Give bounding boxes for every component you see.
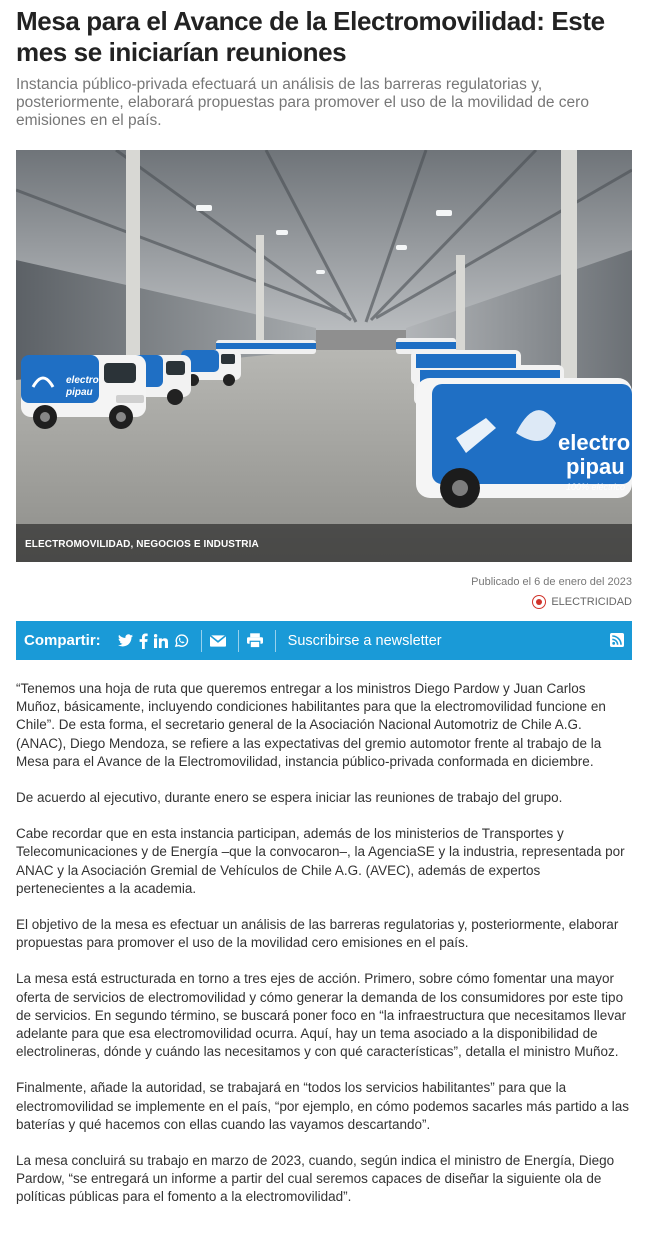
article-body [16, 680, 632, 1207]
publish-date: Publicado el 6 de enero del 2023 [471, 576, 632, 588]
article-headline: Mesa para el Avance de la Electromovilidad: Este mes se iniciarían reuniones [16, 6, 605, 67]
share-divider [275, 630, 276, 652]
category-dot-icon [532, 595, 546, 609]
article-paragraph: La mesa concluirá su trabajo en marzo de 2023, cuando, según indica el ministro de Energía, Diego Pardow, “se entregará un informe a partir del cual seremos capaces de diseñar la siguiente ola de políticas públicas para el fomento a la electromovilidad”. [16, 1153, 615, 1205]
facebook-icon[interactable] [139, 631, 148, 651]
article-subtitle: Instancia público-privada efectuará un análisis de las barreras regulatorias y, posteriormente, elaborará propuestas para promover el uso de la movilidad de cero emisiones en el país. [16, 76, 589, 129]
category-tag[interactable] [16, 595, 632, 609]
category-label: ELECTRICIDAD [551, 596, 632, 608]
article-paragraph: Cabe recordar que en esta instancia participan, además de los ministerios de Transportes y Telecomunicaciones y de Energía –que la convocaron–, la AgenciaSE y la industria, representada por ANAC y la Asociación Gremial de Vehículos de Chile A.G. (AVEC), además de expertos pertenecientes a la academia. [16, 826, 625, 896]
van-brand-small-2: pipau [66, 387, 93, 398]
article-paragraph: Finalmente, añade la autoridad, se trabajará en “todos los servicios habilitantes” para que la electromovilidad se implemente en el país, “por ejemplo, en cómo podemos sacarles más partido a las baterías y qué hacemos con ellas cuando las vayamos descartando”. [16, 1080, 630, 1132]
share-divider [238, 630, 239, 652]
twitter-icon[interactable] [118, 631, 133, 651]
article-paragraph: “Tenemos una hoja de ruta que queremos entregar a los ministros Diego Pardow y Juan Carlos Muñoz, básicamente, incluyendo condiciones habilitantes para que la electromovilidad funcione en Chile”. De esta forma, el secretario general de la Asociación Nacional Automotriz de Chile A.G. (ANAC), Diego Mendoza, se refiere a las expectativas del gremio automotor frente al trabajo de la Mesa para el Avance de la Electromovilidad, instancia público-privada conformada en diciembre. [16, 681, 606, 769]
image-caption[interactable]: ELECTROMOVILIDAD, NEGOCIOS E INDUSTRIA [16, 524, 632, 562]
print-icon[interactable] [247, 631, 263, 651]
van-brand-large-2: pipau [566, 454, 625, 479]
whatsapp-icon[interactable] [174, 631, 189, 651]
article-page [16, 0, 632, 1225]
van-tagline: 100% eléctrico [566, 482, 626, 492]
email-icon[interactable] [210, 631, 226, 651]
linkedin-icon[interactable] [154, 631, 168, 651]
article-paragraph: La mesa está estructurada en torno a tres ejes de acción. Primero, sobre cómo fomentar una mayor oferta de servicios de electromovilidad y cómo generar la demanda de los consumidores por este tipo de servicios. En segundo término, se buscará poner foco en “la infraestructura que necesitamos llevar adelante para que esa electromovilidad ocurra. Aquí, hay un tema asociado a la disponibilidad de electrolineras, dónde y cuándo las necesitamos y con qué características”, detalla el ministro Muñoz. [16, 971, 627, 1060]
van-brand-large-1: electro [558, 430, 631, 455]
share-bar [16, 621, 632, 660]
share-label: Compartir: [24, 632, 101, 649]
van-brand-small-1: electro [66, 375, 99, 386]
article-paragraph: El objetivo de la mesa es efectuar un análisis de las barreras regulatorias y, posteriormente, elaborar propuestas para promover el uso de la movilidad cero emisiones en el país. [16, 917, 619, 951]
newsletter-link[interactable]: Suscribirse a newsletter [287, 632, 442, 649]
warehouse-vans-photo [16, 150, 632, 562]
article-paragraph: De acuerdo al ejecutivo, durante enero se espera iniciar las reuniones de trabajo del grupo. [16, 790, 563, 806]
rss-icon[interactable] [610, 633, 624, 652]
share-divider [201, 630, 202, 652]
hero-image[interactable] [16, 150, 632, 562]
